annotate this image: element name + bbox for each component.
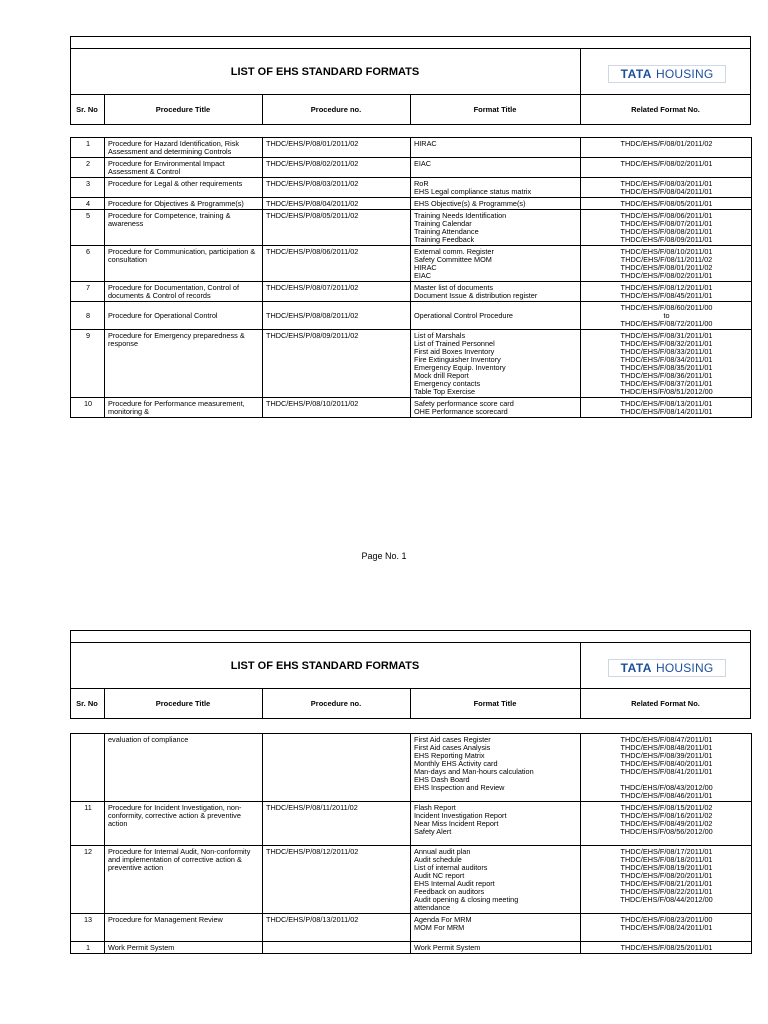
sr-no-cell: 1 xyxy=(71,138,105,158)
format-title: EHS Inspection and Review xyxy=(414,783,505,792)
format-title: EHS Objective(s) & Programme(s) xyxy=(414,199,526,208)
related-format-cell xyxy=(581,802,752,846)
procedure-no-cell: THDC/EHS/P/08/03/2011/02 xyxy=(263,178,411,198)
related-format-no: THDC/EHS/F/08/37/2011/01 xyxy=(620,379,713,388)
format-title: Training Feedback xyxy=(414,235,475,244)
related-format-no: THDC/EHS/F/08/16/2011/02 xyxy=(620,811,713,820)
table-row xyxy=(71,210,752,246)
format-title: EHS Legal compliance status matrix xyxy=(414,187,532,196)
format-title-cell xyxy=(411,942,581,954)
format-title-cell xyxy=(411,398,581,418)
related-format-no: THDC/EHS/F/08/08/2011/01 xyxy=(620,227,713,236)
format-title-cell xyxy=(411,802,581,846)
format-title: Training Calendar xyxy=(414,219,472,228)
format-title-cell xyxy=(411,846,581,914)
procedure-no-cell: THDC/EHS/P/08/08/2011/02 xyxy=(263,302,411,330)
related-format-no: THDC/EHS/F/08/25/2011/01 xyxy=(620,943,713,952)
format-title-cell xyxy=(411,198,581,210)
related-format-no: THDC/EHS/F/08/72/2011/00 xyxy=(620,319,713,328)
procedure-title-cell: Procedure for Competence, training & awareness xyxy=(105,210,263,246)
procedure-no-cell: THDC/EHS/P/08/11/2011/02 xyxy=(263,802,411,846)
sr-no-cell: 2 xyxy=(71,158,105,178)
related-format-cell xyxy=(581,330,752,398)
col-procedure-no: Procedure no. xyxy=(310,698,362,708)
sr-no-cell: 13 xyxy=(71,914,105,942)
format-title: Safety performance score card xyxy=(414,399,514,408)
procedure-title-cell: Procedure for Operational Control xyxy=(105,302,263,330)
format-title: EIAC xyxy=(414,159,432,168)
related-format-no: THDC/EHS/F/08/48/2011/01 xyxy=(620,743,713,752)
related-format-no: THDC/EHS/F/08/06/2011/01 xyxy=(620,211,713,220)
related-format-no: THDC/EHS/F/08/60/2011/00 xyxy=(620,303,713,312)
procedure-no-cell: THDC/EHS/P/08/02/2011/02 xyxy=(263,158,411,178)
page-number: Page No. 1 xyxy=(361,551,407,561)
format-title: Emergency contacts xyxy=(414,379,481,388)
col-related-format-no: Related Format No. xyxy=(631,104,700,114)
format-title: HIRAC xyxy=(414,139,437,148)
col-sr-no: Sr. No xyxy=(76,698,98,708)
procedure-no-cell: THDC/EHS/P/08/10/2011/02 xyxy=(263,398,411,418)
procedure-no-cell xyxy=(263,942,411,954)
format-title: List of Trained Personnel xyxy=(414,339,495,348)
table-row xyxy=(71,846,752,914)
related-format-no: THDC/EHS/F/08/02/2011/01 xyxy=(620,159,713,168)
related-format-cell xyxy=(581,398,752,418)
related-format-no: THDC/EHS/F/08/46/2011/01 xyxy=(620,791,713,800)
format-title xyxy=(414,792,578,800)
procedure-title-cell: evaluation of compliance xyxy=(105,734,263,802)
related-format-no xyxy=(584,836,749,844)
page-1 xyxy=(70,36,751,416)
related-format-no: THDC/EHS/F/08/15/2011/02 xyxy=(620,803,713,812)
format-title: Agenda For MRM xyxy=(414,915,472,924)
table-row xyxy=(71,398,752,418)
format-title-cell xyxy=(411,282,581,302)
table-row xyxy=(71,158,752,178)
related-format-no: THDC/EHS/F/08/24/2011/01 xyxy=(620,923,713,932)
format-title: Audit opening & closing meeting xyxy=(414,895,519,904)
format-title: Man-days and Man-hours calculation xyxy=(414,767,534,776)
related-format-cell xyxy=(581,914,752,942)
related-format-no: THDC/EHS/F/08/36/2011/01 xyxy=(620,371,713,380)
col-related-format-no: Related Format No. xyxy=(631,698,700,708)
format-title-cell xyxy=(411,330,581,398)
format-title: List of internal auditors xyxy=(414,863,488,872)
format-title: Training Attendance xyxy=(414,227,479,236)
procedure-no-cell: THDC/EHS/P/08/01/2011/02 xyxy=(263,138,411,158)
related-format-no: THDC/EHS/F/08/43/2012/00 xyxy=(620,783,713,792)
format-title: EIAC xyxy=(414,271,432,280)
procedure-title-cell: Procedure for Incident Investigation, non-conformity, corrective action & preventive action xyxy=(105,802,263,846)
format-title: EHS Dash Board xyxy=(414,775,470,784)
procedure-no-cell: THDC/EHS/P/08/05/2011/02 xyxy=(263,210,411,246)
procedure-title-cell: Procedure for Legal & other requirements xyxy=(105,178,263,198)
procedure-title-cell: Work Permit System xyxy=(105,942,263,954)
format-title: Master list of documents xyxy=(414,283,494,292)
related-format-cell xyxy=(581,210,752,246)
format-title xyxy=(414,836,578,844)
sr-no-cell: 10 xyxy=(71,398,105,418)
procedure-title-cell: Procedure for Documentation, Control of documents & Control of records xyxy=(105,282,263,302)
sr-no-cell: 6 xyxy=(71,246,105,282)
procedure-no-cell: THDC/EHS/P/08/06/2011/02 xyxy=(263,246,411,282)
format-title: Emergency Equip. Inventory xyxy=(414,363,506,372)
related-format-no: THDC/EHS/F/08/09/2011/01 xyxy=(620,235,713,244)
format-title: External comm. Register xyxy=(414,247,494,256)
procedure-no-cell: THDC/EHS/P/08/04/2011/02 xyxy=(263,198,411,210)
table-row xyxy=(71,942,752,954)
format-title: Flash Report xyxy=(414,803,456,812)
format-title: Mock drill Report xyxy=(414,371,469,380)
related-format-cell xyxy=(581,158,752,178)
page-2-table xyxy=(70,733,752,954)
procedure-title-cell: Procedure for Objectives & Programme(s) xyxy=(105,198,263,210)
format-title: Safety Committee MOM xyxy=(414,255,492,264)
related-format-no: THDC/EHS/F/08/49/2011/02 xyxy=(620,819,713,828)
format-title: Audit NC report xyxy=(414,871,465,880)
procedure-no-cell: THDC/EHS/P/08/13/2011/02 xyxy=(263,914,411,942)
procedure-title-cell: Procedure for Communication, participation & consultation xyxy=(105,246,263,282)
format-title: List of Marshals xyxy=(414,331,466,340)
related-format-cell xyxy=(581,846,752,914)
related-format-cell xyxy=(581,734,752,802)
format-title: Work Permit System xyxy=(414,943,481,952)
page-1-header xyxy=(70,36,751,124)
table-row xyxy=(71,330,752,398)
procedure-no-cell: THDC/EHS/P/08/12/2011/02 xyxy=(263,846,411,914)
related-format-cell xyxy=(581,302,752,330)
document-title: LIST OF EHS STANDARD FORMATS xyxy=(230,660,420,672)
sr-no-cell: 8 xyxy=(71,302,105,330)
related-format-no: THDC/EHS/F/08/01/2011/02 xyxy=(620,139,713,148)
format-title: Annual audit plan xyxy=(414,847,471,856)
format-title: Training Needs Identification xyxy=(414,211,507,220)
table-row xyxy=(71,138,752,158)
sr-no-cell: 12 xyxy=(71,846,105,914)
related-format-no: THDC/EHS/F/08/41/2011/01 xyxy=(620,767,713,776)
format-title-cell xyxy=(411,246,581,282)
format-title: Fire Extinguisher Inventory xyxy=(414,355,501,364)
related-format-no: THDC/EHS/F/08/31/2011/01 xyxy=(620,331,713,340)
related-format-no: THDC/EHS/F/08/51/2012/00 xyxy=(620,387,713,396)
sr-no-cell: 5 xyxy=(71,210,105,246)
procedure-title-cell: Procedure for Internal Audit, Non-conformity and implementation of corrective action & preventive action xyxy=(105,846,263,914)
format-title-cell xyxy=(411,914,581,942)
related-format-no: THDC/EHS/F/08/33/2011/01 xyxy=(620,347,713,356)
sr-no-cell: 9 xyxy=(71,330,105,398)
format-title: Feedback on auditors xyxy=(414,887,485,896)
col-format-title: Format Title xyxy=(473,698,517,708)
format-title: Audit schedule xyxy=(414,855,462,864)
format-title: RoR xyxy=(414,179,429,188)
procedure-no-cell: THDC/EHS/P/08/09/2011/02 xyxy=(263,330,411,398)
related-format-no: THDC/EHS/F/08/39/2011/01 xyxy=(620,751,713,760)
procedure-title-cell: Procedure for Management Review xyxy=(105,914,263,942)
format-title: OHE Performance scorecard xyxy=(414,407,508,416)
related-format-no: THDC/EHS/F/08/13/2011/01 xyxy=(620,399,713,408)
related-format-cell xyxy=(581,942,752,954)
related-format-no: THDC/EHS/F/08/44/2012/00 xyxy=(620,895,713,904)
col-procedure-no: Procedure no. xyxy=(310,104,362,114)
procedure-no-cell xyxy=(263,734,411,802)
document-title: LIST OF EHS STANDARD FORMATS xyxy=(230,66,420,78)
related-format-no: THDC/EHS/F/08/14/2011/01 xyxy=(620,407,713,416)
format-title: MOM For MRM xyxy=(414,923,465,932)
sr-no-cell: 7 xyxy=(71,282,105,302)
format-title xyxy=(414,932,578,940)
page-2-header xyxy=(70,630,751,718)
col-procedure-title: Procedure Title xyxy=(155,698,211,708)
format-title: Near Miss Incident Report xyxy=(414,819,499,828)
format-title: Table Top Exercise xyxy=(414,387,476,396)
table-row xyxy=(71,734,752,802)
related-format-no: THDC/EHS/F/08/56/2012/00 xyxy=(620,827,713,836)
related-format-no xyxy=(584,932,749,940)
related-format-no: THDC/EHS/F/08/07/2011/01 xyxy=(620,219,713,228)
format-title-cell xyxy=(411,138,581,158)
format-title: HIRAC xyxy=(414,263,437,272)
page-2 xyxy=(70,630,751,952)
related-format-no: to xyxy=(663,311,670,320)
related-format-no: THDC/EHS/F/08/47/2011/01 xyxy=(620,735,713,744)
related-format-no: THDC/EHS/F/08/10/2011/01 xyxy=(620,247,713,256)
tata-housing-logo: TATA HOUSING xyxy=(608,65,726,83)
related-format-cell xyxy=(581,246,752,282)
table-row xyxy=(71,246,752,282)
format-title: Safety Alert xyxy=(414,827,452,836)
table-row xyxy=(71,802,752,846)
related-format-no: THDC/EHS/F/08/11/2011/02 xyxy=(620,255,713,264)
format-title: Operational Control Procedure xyxy=(414,311,513,320)
format-title-cell xyxy=(411,210,581,246)
related-format-no: THDC/EHS/F/08/03/2011/01 xyxy=(620,179,713,188)
col-sr-no: Sr. No xyxy=(76,104,98,114)
procedure-title-cell: Procedure for Emergency preparedness & response xyxy=(105,330,263,398)
table-row xyxy=(71,198,752,210)
table-row xyxy=(71,282,752,302)
format-title-cell xyxy=(411,158,581,178)
procedure-title-cell: Procedure for Hazard Identification, Risk Assessment and determining Controls xyxy=(105,138,263,158)
format-title: First Aid cases Analysis xyxy=(414,743,491,752)
sr-no-cell: 11 xyxy=(71,802,105,846)
table-row xyxy=(71,302,752,330)
related-format-no: THDC/EHS/F/08/22/2011/01 xyxy=(620,887,713,896)
related-format-no: THDC/EHS/F/08/35/2011/01 xyxy=(620,363,713,372)
related-format-no: THDC/EHS/F/08/17/2011/01 xyxy=(620,847,713,856)
col-format-title: Format Title xyxy=(473,104,517,114)
format-title: attendance xyxy=(414,903,451,912)
tata-housing-logo: TATA HOUSING xyxy=(608,659,726,677)
related-format-no: THDC/EHS/F/08/02/2011/01 xyxy=(620,271,713,280)
sr-no-cell xyxy=(71,734,105,802)
sr-no-cell: 1 xyxy=(71,942,105,954)
related-format-no: THDC/EHS/F/08/32/2011/01 xyxy=(620,339,713,348)
format-title-cell xyxy=(411,302,581,330)
related-format-cell xyxy=(581,282,752,302)
table-row xyxy=(71,178,752,198)
table-row xyxy=(71,914,752,942)
related-format-no: THDC/EHS/F/08/40/2011/01 xyxy=(620,759,713,768)
related-format-no: THDC/EHS/F/08/19/2011/01 xyxy=(620,863,713,872)
procedure-title-cell: Procedure for Environmental Impact Assessment & Control xyxy=(105,158,263,178)
procedure-no-cell: THDC/EHS/P/08/07/2011/02 xyxy=(263,282,411,302)
format-title-cell xyxy=(411,178,581,198)
format-title: First Aid cases Register xyxy=(414,735,491,744)
related-format-cell xyxy=(581,138,752,158)
format-title: EHS Reporting Matrix xyxy=(414,751,485,760)
related-format-no: THDC/EHS/F/08/12/2011/01 xyxy=(620,283,713,292)
format-title: Monthly EHS Activity card xyxy=(414,759,498,768)
format-title: Document Issue & distribution register xyxy=(414,291,538,300)
related-format-no: THDC/EHS/F/08/18/2011/01 xyxy=(620,855,713,864)
related-format-no: THDC/EHS/F/08/21/2011/01 xyxy=(620,879,713,888)
related-format-no: THDC/EHS/F/08/34/2011/01 xyxy=(620,355,713,364)
related-format-no: THDC/EHS/F/08/23/2011/00 xyxy=(620,915,713,924)
related-format-no: THDC/EHS/F/08/05/2011/01 xyxy=(620,199,713,208)
related-format-cell xyxy=(581,198,752,210)
related-format-cell xyxy=(581,178,752,198)
page-1-table xyxy=(70,137,752,418)
related-format-no: THDC/EHS/F/08/01/2011/02 xyxy=(620,263,713,272)
related-format-no: THDC/EHS/F/08/04/2011/01 xyxy=(620,187,713,196)
related-format-no xyxy=(584,904,749,912)
related-format-no: THDC/EHS/F/08/20/2011/01 xyxy=(620,871,713,880)
format-title: Incident Investigation Report xyxy=(414,811,507,820)
col-procedure-title: Procedure Title xyxy=(155,104,211,114)
sr-no-cell: 4 xyxy=(71,198,105,210)
format-title-cell xyxy=(411,734,581,802)
procedure-title-cell: Procedure for Performance measurement, monitoring & xyxy=(105,398,263,418)
format-title: First aid Boxes Inventory xyxy=(414,347,495,356)
related-format-no: THDC/EHS/F/08/45/2011/01 xyxy=(620,291,713,300)
format-title: EHS Internal Audit report xyxy=(414,879,495,888)
sr-no-cell: 3 xyxy=(71,178,105,198)
